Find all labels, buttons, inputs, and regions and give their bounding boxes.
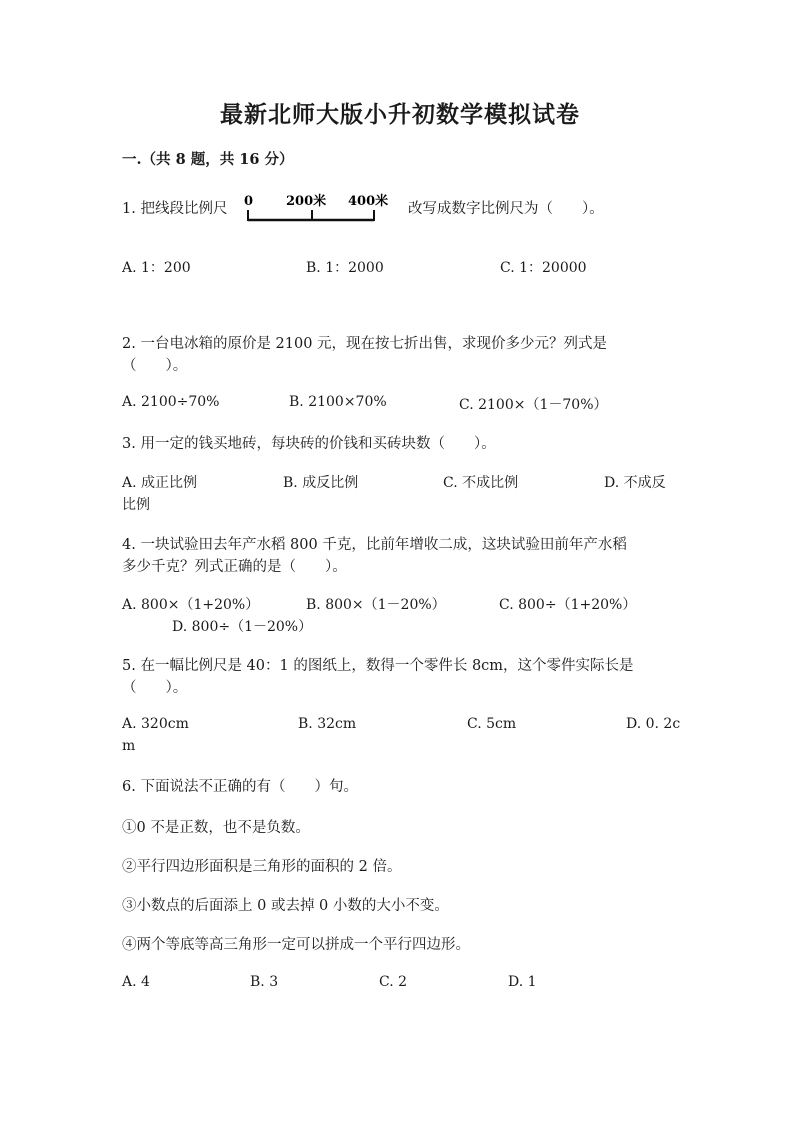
q5-option-d-wrap: m [122, 738, 136, 754]
question-3: 3. 用一定的钱买地砖，每块砖的价钱和买砖块数（ ）。 [122, 436, 496, 452]
q5-option-d[interactable]: D. 0. 2c [626, 716, 681, 732]
line-segment-scale [240, 192, 400, 224]
scale-label-0: 0 [244, 194, 254, 209]
q6-statement-3: ③小数点的后面添上 0 或去掉 0 小数的大小不变。 [122, 898, 449, 914]
q2-option-a[interactable]: A. 2100÷70% [122, 394, 220, 410]
q6-statement-2: ②平行四边形面积是三角形的面积的 2 倍。 [122, 859, 402, 875]
q5-option-c[interactable]: C. 5cm [467, 716, 517, 732]
question-6: 6. 下面说法不正确的有（ ）句。 [122, 779, 358, 795]
q5-option-b[interactable]: B. 32cm [298, 716, 357, 732]
scale-label-200: 200米 [286, 194, 327, 209]
q3-option-a[interactable]: A. 成正比例 [122, 475, 198, 491]
section-header: 一.（共 8 题，共 16 分） [122, 151, 294, 168]
question-2-line-2: （ ）。 [122, 358, 188, 374]
q4-option-b[interactable]: B. 800×（1－20%） [306, 597, 446, 613]
q3-option-d-wrap: 比例 [122, 497, 150, 513]
q6-statement-1: ①0 不是正数，也不是负数。 [122, 820, 310, 836]
question-4-line-1: 4. 一块试验田去年产水稻 800 千克，比前年增收二成，这块试验田前年产水稻 [122, 537, 627, 553]
question-5-line-2: （ ）。 [122, 680, 188, 696]
q6-option-a[interactable]: A. 4 [122, 974, 150, 990]
q4-option-d[interactable]: D. 800÷（1－20%） [172, 619, 313, 635]
q4-option-a[interactable]: A. 800×（1+20%） [122, 597, 260, 613]
q1-option-b[interactable]: B. 1：2000 [306, 260, 384, 276]
q1-option-c[interactable]: C. 1：20000 [500, 260, 587, 276]
q3-option-c[interactable]: C. 不成比例 [443, 475, 519, 491]
q5-option-a[interactable]: A. 320cm [122, 716, 189, 732]
q4-option-c[interactable]: C. 800÷（1+20%） [499, 597, 637, 613]
q6-option-c[interactable]: C. 2 [379, 974, 408, 990]
scale-label-400: 400米 [348, 194, 389, 209]
question-5-line-1: 5. 在一幅比例尺是 40：1 的图纸上，数得一个零件长 8cm，这个零件实际长是 [122, 658, 634, 674]
q3-option-d[interactable]: D. 不成反 [604, 475, 666, 491]
page-title: 最新北师大版小升初数学模拟试卷 [220, 101, 580, 128]
q2-option-c[interactable]: C. 2100×（1－70%） [459, 397, 608, 413]
question-1-suffix: 改写成数字比例尺为（ ）。 [408, 201, 604, 217]
question-2-line-1: 2. 一台电冰箱的原价是 2100 元，现在按七折出售，求现价多少元？列式是 [122, 336, 608, 352]
q6-option-b[interactable]: B. 3 [250, 974, 279, 990]
question-1-prefix: 1. 把线段比例尺 [122, 201, 228, 217]
question-4-line-2: 多少千克？列式正确的是（ ）。 [122, 559, 347, 575]
q6-statement-4: ④两个等底等高三角形一定可以拼成一个平行四边形。 [122, 937, 470, 953]
q2-option-b[interactable]: B. 2100×70% [289, 394, 387, 410]
q3-option-b[interactable]: B. 成反比例 [283, 475, 359, 491]
q6-option-d[interactable]: D. 1 [508, 974, 537, 990]
q1-option-a[interactable]: A. 1：200 [122, 260, 191, 276]
